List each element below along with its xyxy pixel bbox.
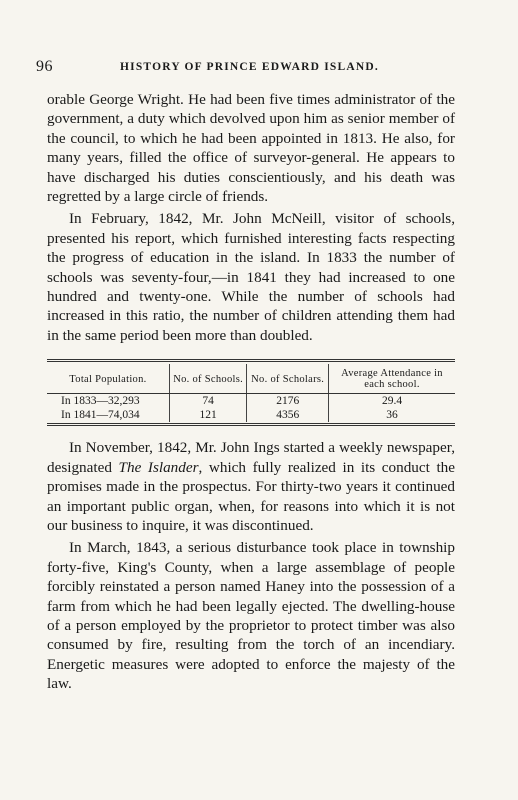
newspaper-title: The Islander [118, 458, 199, 476]
table-cell: 2176 [247, 394, 329, 409]
page-number: 96 [36, 58, 53, 75]
paragraph-text: In November, 1842, Mr. John Ings started a weekly newspaper, designated [47, 439, 455, 476]
table-row [47, 394, 455, 409]
table-cell: In 1841—74,034 [47, 408, 169, 422]
table-cell: 29.4 [381, 395, 403, 408]
table-cell: In 1833—32,293 [47, 394, 169, 409]
stats-table [47, 364, 455, 422]
paragraph-wright: orable George Wright. He had been five times administrator of the government, a duty which devolved upon him as senior member of the council, to which he had been appointed in 1813. He also, for many years, filled the office of surveyor-general. He appears to have discharged his duties conscientiously, and his death was regretted by a large circle of friends. [47, 91, 455, 206]
column-header: Total Population. [47, 364, 169, 394]
body-text [47, 90, 455, 694]
column-header: No. of Schools. [169, 364, 247, 394]
paragraph-schools-report: In February, 1842, Mr. John McNeill, visitor of schools, presented his report, which furnished interesting facts respecting the progress of education in the island. In 1833 the number of schools was seventy-four,—in 1841 they had increased to one hundred and twenty-one. While the number of schools had increased in this ratio, the number of children attending them had in the same period been more than doubled. [47, 210, 455, 344]
column-header: Average Attendance in each school. [329, 364, 456, 394]
table-header-row [47, 364, 455, 394]
paragraph-text: , which fully realized in its conduct the promises made in the prospectus. For thirty-two years it continued an important public organ, when, for reasons into which it is not our business to inquire, it was discontinued. [47, 458, 455, 534]
paragraph-islander [47, 438, 455, 535]
table-row [47, 408, 455, 422]
running-head: HISTORY OF PRINCE EDWARD ISLAND. [120, 61, 379, 73]
column-header: No. of Scholars. [247, 364, 329, 394]
school-statistics-table [47, 359, 455, 426]
table-cell: 4356 [247, 408, 329, 422]
table-cell: 36 [386, 409, 398, 422]
table-cell: 74 [169, 394, 247, 409]
page-header [36, 58, 482, 78]
paragraph-disturbance: In March, 1843, a serious disturbance took place in township forty-five, King's County, when a large assemblage of people forcibly reinstated a person named Haney into the possession of a farm from which he had been legally ejected. The dwelling-house of a person employed by the proprietor to protect timber was also consumed by fire, resulting from the torch of an incendiary. Energetic measures were adopted to enforce the majesty of the law. [47, 539, 455, 693]
table-cell: 121 [169, 408, 247, 422]
